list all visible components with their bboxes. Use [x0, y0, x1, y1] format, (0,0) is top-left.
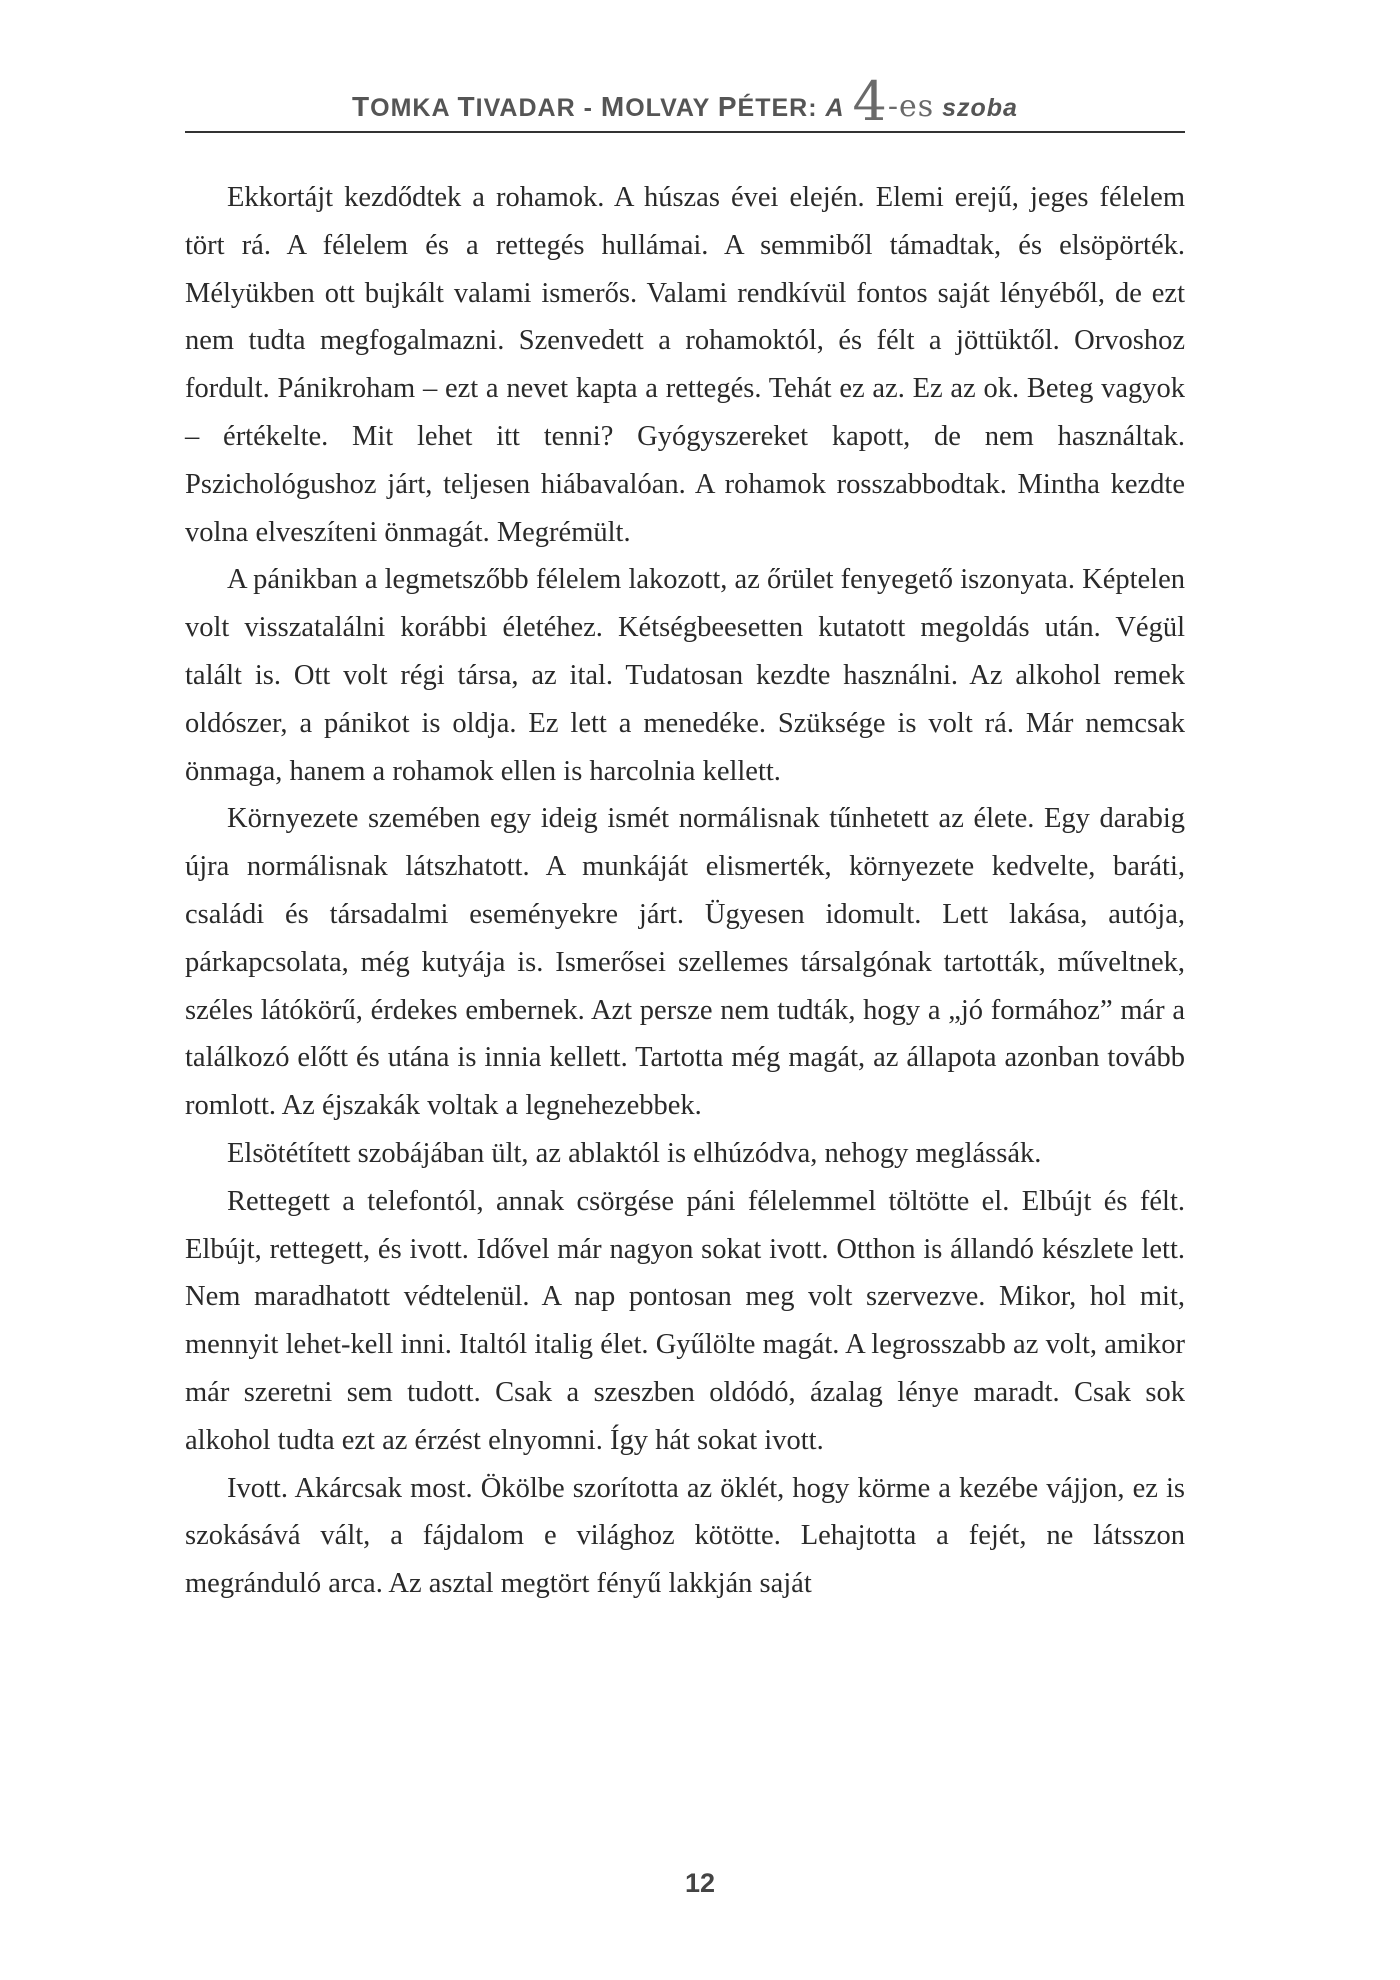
author-separator: -	[583, 94, 593, 122]
running-head	[185, 70, 1185, 133]
body-text	[185, 174, 1185, 1608]
coauthor-initial-p: P	[717, 91, 738, 122]
title-number: 4	[852, 70, 888, 133]
page-number: 12	[684, 1868, 716, 1898]
author-initial-t2: T	[457, 91, 476, 122]
author-initial-t: T	[352, 91, 371, 122]
title-suffix: -es	[887, 89, 935, 124]
paragraph: A pánikban a legmetszőbb félelem lakozott, az őrület fenyegető iszonyata. Képtelen volt visszatalálni korábbi életéhez. Kétségbeesetten kutatott megoldás után. Végül talált is. Ott volt régi társa, az ital. Tudatosan kezdte használni. Az alkohol remek oldószer, a pánikot is oldja. Ez lett a menedéke. Szüksége is volt rá. Már nemcsak önmaga, hanem a rohamok ellen is harcolnia kellett.	[185, 564, 1185, 787]
paragraph: Rettegett a telefontól, annak csörgése páni félelemmel töltötte el. Elbújt és félt. Elbújt, rettegett, és ivott. Idővel már nagyon sokat ivott. Otthon is állandó készlete lett. Nem maradhatott védtelenül. A nap pontosan meg volt szervezve. Mikor, hol mit, mennyit lehet-kell inni. Italtól italig élet. Gyűlölte magát. A legrosszabb az volt, amikor már szeretni sem tudott. Csak a szeszben oldódó, ázalag lénye maradt. Csak sok alkohol tudta ezt az érzést elnyomni. Így hát sokat ivott.	[185, 1185, 1185, 1456]
title-article: A	[825, 94, 845, 122]
header-rule	[185, 131, 1185, 133]
paragraph: Környezete szemében egy ideig ismét normálisnak tűnhetett az élete. Egy darabig újra normálisnak látszhatott. A munkáját elismerték, környezete kedvelte, baráti, családi és társadalmi eseményekre járt. Ügyesen idomult. Lett lakása, autója, párkapcsolata, még kutyája is. Ismerősei szellemes társalgónak tartották, műveltnek, széles látókörű, érdekes embernek. Azt persze nem tudták, hogy a „jó formához” már a találkozó előtt és utána is innia kellett. Tartotta még magát, az állapota azonban tovább romlott. Az éjszakák voltak a legnehezebbek.	[185, 803, 1185, 1122]
paragraph: Ivott. Akárcsak most. Ökölbe szorította az öklét, hogy körme a kezébe vájjon, ez is szokásává vált, a fájdalom e világhoz kötötte. Lehajtotta a fejét, ne látsszon megránduló arca. Az asztal megtört fényű lakkján saját	[185, 1472, 1185, 1600]
coauthor-initial-m: M	[600, 91, 626, 122]
author-given-rest: IVADAR	[475, 94, 576, 122]
author-surname-rest: OMKA	[370, 94, 450, 122]
coauthor-surname-rest: OLVAY	[625, 94, 710, 122]
title-word: szoba	[942, 94, 1018, 122]
paragraph: Elsötétített szobájában ült, az ablaktól is elhúzódva, nehogy meglássák.	[227, 1137, 1042, 1169]
paragraph: Ekkortájt kezdődtek a rohamok. A húszas évei elején. Elemi erejű, jeges félelem tört rá. A félelem és a rettegés hullámai. A semmiből támadtak, és elsöpörték. Mélyükben ott bujkált valami ismerős. Valami rendkívül fontos saját lényéből, de ezt nem tudta megfogalmazni. Szenvedett a rohamoktól, és félt a jöttüktől. Orvoshoz fordult. Pánikroham – ezt a nevet kapta a rettegés. Tehát ez az. Ez az ok. Beteg vagyok – értékelte. Mit lehet itt tenni? Gyógyszereket kapott, de nem használtak. Pszichológushoz járt, teljesen hiábavalóan. A rohamok rosszabbodtak. Mintha kezdte volna elveszíteni önmagát. Megrémült.	[185, 182, 1185, 548]
coauthor-given-rest: ÉTER:	[737, 94, 818, 122]
